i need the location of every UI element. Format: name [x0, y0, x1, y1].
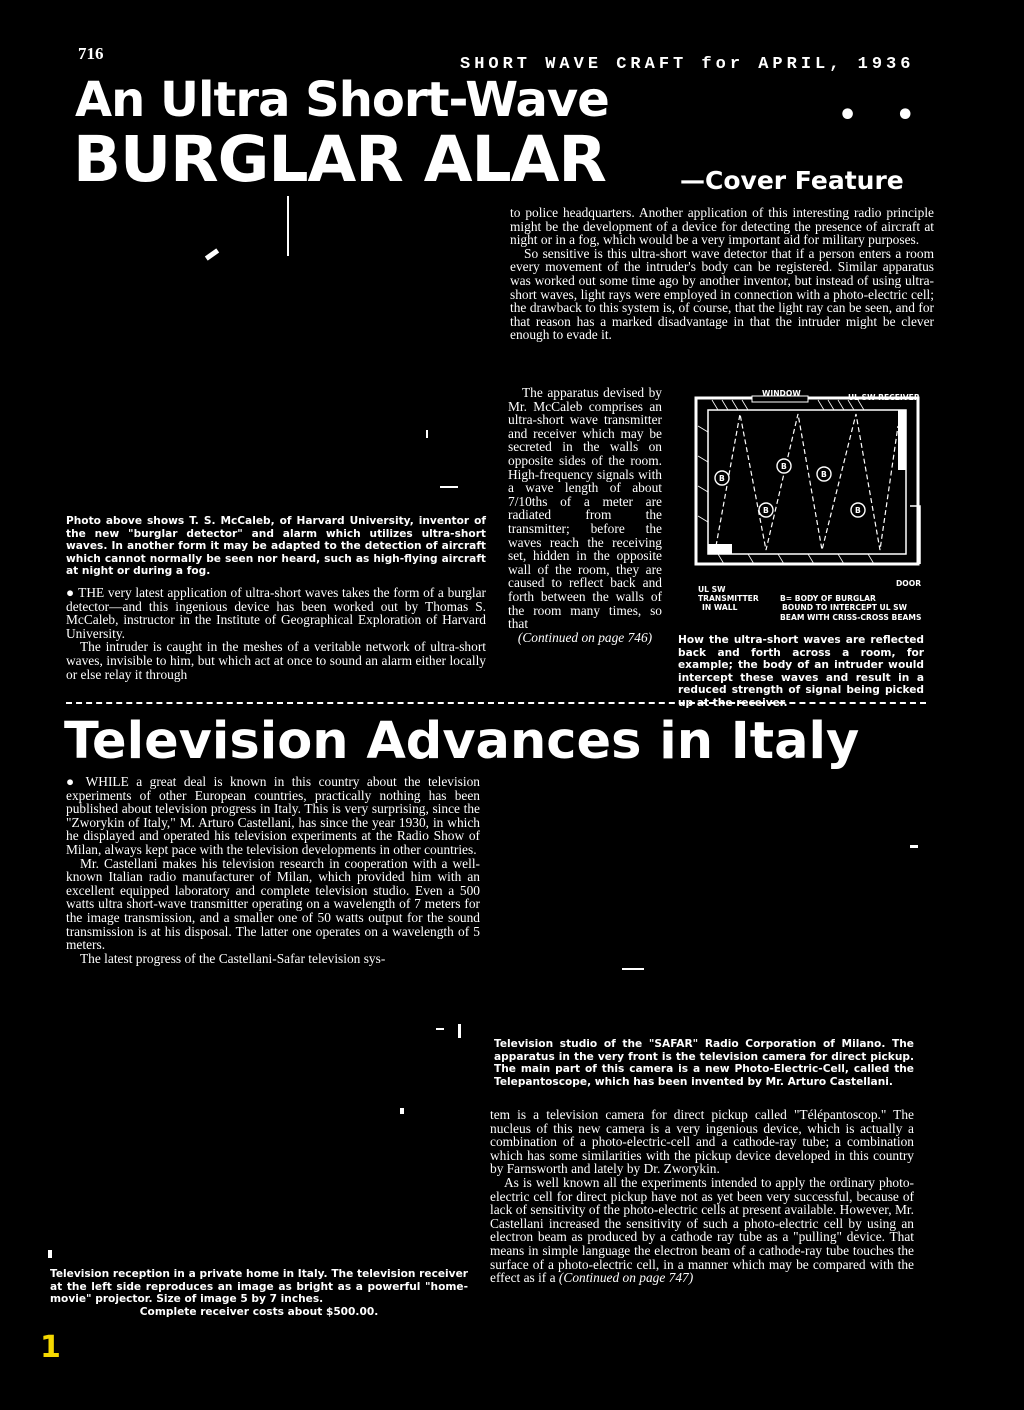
diagram-transmitter-label: TRANSMITTER — [698, 594, 759, 603]
article2-paragraph: ● WHILE a great deal is known in this country about the television experiments of other European countries, practically nothing has been published about television progress in Italy. This is very surprising, since the "Zworykin of Italy," M. Arturo Castellani, has since the year 1930, in which he displayed and operated his television experiments at the Radio Show of Milan, always kept pace with the television developments in other countries. — [66, 774, 481, 857]
diagram-legend: BOUND TO INTERCEPT UL SW — [782, 603, 908, 612]
diagram-transmitter-label: IN WALL — [702, 603, 738, 612]
photo-speck — [400, 1108, 404, 1114]
diagram-receiver-label: UL SW RECEIVER — [848, 393, 920, 402]
photo-speck — [458, 1024, 461, 1038]
photo-speck — [287, 196, 289, 256]
diagram-legend: BEAM WITH CRISS-CROSS BEAMS — [780, 613, 922, 622]
photo-speck — [48, 1250, 52, 1258]
headline-line1: An Ultra Short-Wave — [75, 72, 609, 128]
diagram-body-marker: B — [781, 462, 787, 471]
article2-paragraph: Mr. Castellani makes his television research in cooperation with a well-known Italian radio manufacturer of Milan, which provided him with an excellent equipped laboratory and complete television studio. Even a 500 watts ultra short-wave transmitter operating on a wavelength of 7 meters for the image transmission, and a smaller one of 50 watts output for the sound transmission is at his disposal. The latter one operates on a wavelength of 5 meters. — [66, 855, 480, 953]
transmitter-box — [708, 544, 732, 554]
photo-speck — [440, 486, 458, 488]
wave-beams — [716, 414, 898, 550]
diagram-window-label: WINDOW — [762, 389, 801, 398]
room-diagram — [688, 386, 928, 630]
photo-caption: Photo above shows T. S. McCaleb, of Harvard University, inventor of the new "burglar detector" and alarm which utilizes ultra-short waves. In another form it may be adapted to the detection of aircraft which cannot normally be seen nor heard, such as high-flying aircraft at night or during a fog. — [66, 515, 486, 578]
page-marker: 1 — [40, 1330, 61, 1365]
diagram-body-marker: B — [855, 506, 861, 515]
article2-paragraph: As is well known all the experiments intended to apply the ordinary photo-electric cell for direct pickup have not as yet been very successful, because of lack of sensitivity of the photo-electric cells at present available. However, Mr. Castellani increased the sensitivity of such a photo-electric cell by using an electron beam as produced by a cathode ray tube as a "pulling" device. That means in simple language the electron beam of a cathode-ray tube touches the surface of a photo-electric cell, in a manner which may be compared with the effect as if a (Continued on page 747) — [490, 1174, 914, 1286]
cover-feature-label: —Cover Feature — [680, 166, 904, 195]
article1-paragraph: So sensitive is this ultra-short wave detector that if a person enters a room every movement of the intruder's body can be registered. Similar apparatus was worked out some time ago by another inventor, but instead of using ultra-short waves, light rays were employed in connection with a photo-electric cell; the drawback to this system is, of course, that the light ray can be seen, and for that reason has a marked disadvantage in that the intruder might be clever enough to evade it. — [510, 245, 934, 343]
article1-paragraph: The intruder is caught in the meshes of a veritable network of ultra-short waves, invisible to him, but which act at once to sound an alarm either locally or else relay it through — [66, 639, 486, 682]
bullet-icon: ● — [66, 585, 79, 600]
diagram-legend: B= BODY OF BURGLAR — [780, 594, 876, 603]
article1-paragraph: The apparatus devised by Mr. McCaleb comprises an ultra-short wave transmitter and receiver which may be secreted in the walls on opposite sides of the room. High-frequency signals with a wave length of about 7/10ths of a meter are radiated from the transmitter; before the waves reach the receiving set, hidden in the opposite wall of the room, they are caused to reflect back and forth between the walls of the room many times, so that — [508, 385, 662, 632]
article2-right-column — [490, 1108, 914, 1285]
home-reception-caption — [50, 1268, 468, 1318]
photo-speck — [910, 845, 918, 848]
diagram-body-marker: B — [719, 474, 725, 483]
article2-left-column — [66, 775, 480, 965]
article1-right-column — [510, 206, 934, 342]
article2-paragraph: The latest progress of the Castellani-Safar television sys- — [80, 950, 386, 966]
photo-speck — [622, 968, 644, 970]
studio-caption: Television studio of the "SAFAR" Radio Corporation of Milano. The apparatus in the very front is the television camera for direct pickup. The main part of this camera is a new Photo-Electric-Cell, called the Telepantoscope, which has been invented by Mr. Arturo Castellani. — [494, 1038, 914, 1088]
article1-left-column — [66, 586, 486, 681]
photo-speck — [436, 1028, 444, 1030]
photo-speck — [426, 430, 428, 438]
article1-narrow-column — [508, 386, 662, 644]
diagram-door-label: DOOR — [896, 579, 922, 588]
headline-line2: BURGLAR ALAR — [73, 123, 606, 196]
home-caption-text: Television reception in a private home in Italy. The television receiver at the left side reproduces an image as bright as a powerful "home-movie" projector. Size of image 5 by 7 inches. — [50, 1268, 468, 1306]
receiver-box — [898, 410, 906, 470]
diagram-caption: How the ultra-short waves are reflected back and forth across a room, for example; the body of an intruder would intercept these waves and result in a reduced strength of signal being picked up at the receiver. — [678, 634, 924, 709]
article1-paragraph: ● THE very latest application of ultra-short waves takes the form of a burglar detector—and this ingenious device has been worked out by Thomas S. McCaleb, instructor in the Institute of Geographical Exploration of Harvard University. — [66, 585, 486, 641]
bullet-icon: ● — [66, 774, 86, 789]
continued-note: (Continued on page 746) — [517, 629, 653, 645]
diagram-body-marker: B — [763, 506, 769, 515]
article2-paragraph: tem is a television camera for direct pickup called "Télépantoscop." The nucleus of this new camera is a very ingenious device, which is actually a combination of a photo-electric-cell and a cathode-ray tube; a combination which has some similarities with the pickup device developed in this country by Farnsworth and lately by Dr. Zworykin. — [490, 1107, 914, 1177]
room-outer-wall — [696, 398, 918, 564]
home-caption-last-line: Complete receiver costs about $500.00. — [139, 1305, 379, 1318]
diagram-transmitter-label: UL SW — [698, 585, 726, 594]
continued-note: (Continued on page 747) — [558, 1270, 694, 1286]
article1-paragraph: to police headquarters. Another application of this interesting radio principle might be the development of a device for detecting the presence of aircraft at night or in a fog, which would be a very important aid for military purposes. — [510, 205, 934, 248]
photo-speck — [205, 248, 219, 260]
page-number: 716 — [78, 44, 104, 63]
headline-dots: • • — [838, 98, 929, 133]
section-divider — [66, 702, 926, 704]
diagram-body-marker: B — [821, 470, 827, 479]
article2-headline: Television Advances in Italy — [64, 712, 860, 771]
running-head: SHORT WAVE CRAFT for APRIL, 1936 — [460, 55, 915, 74]
